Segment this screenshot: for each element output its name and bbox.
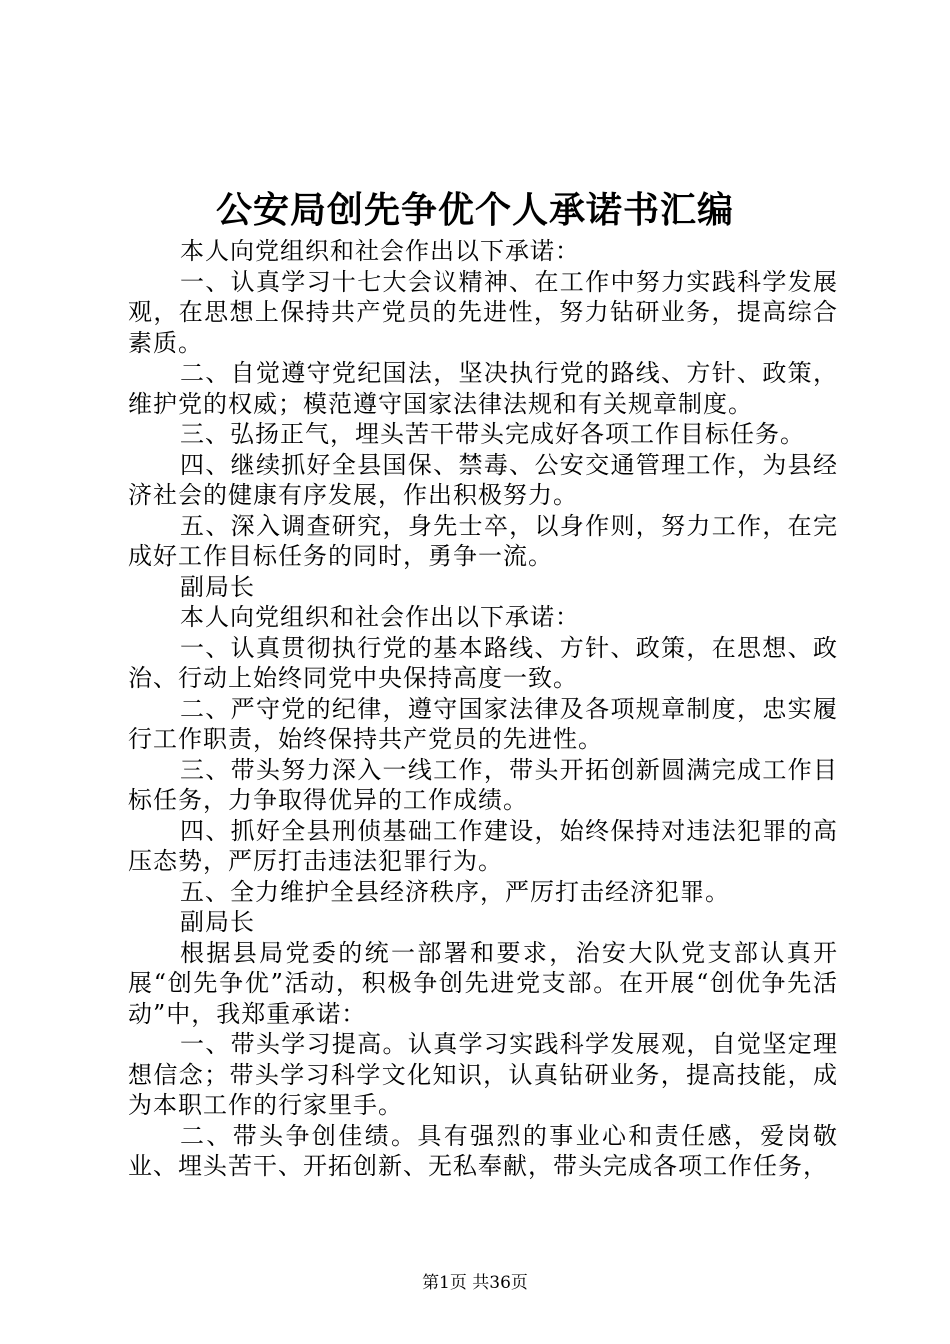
document-title: 公安局创先争优个人承诺书汇编 (215, 189, 734, 231)
paragraph: 四、抓好全县刑侦基础工作建设，始终保持对违法犯罪的高压态势，严厉打击违法犯罪行为。 (128, 816, 838, 875)
paragraph: 二、带头争创佳绩。具有强烈的事业心和责任感，爱岗敬业、埋头苦干、开拓创新、无私奉献，带头完成各项工作任务， (128, 1121, 838, 1180)
paragraph: 根据县局党委的统一部署和要求，治安大队党支部认真开展“创先争优”活动，积极争创先进党支部。在开展“创优争先活动”中，我郑重承诺： (128, 938, 838, 1028)
paragraph: 五、全力维护全县经济秩序，严厉打击经济犯罪。 (180, 877, 730, 906)
page-number-footer: 第1页 共36页 (422, 1273, 528, 1293)
paragraph: 本人向党组织和社会作出以下承诺： (180, 237, 580, 265)
paragraph: 一、认真学习十七大会议精神、在工作中努力实践科学发展观，在思想上保持共产党员的先进性，努力钻研业务，提高综合素质。 (128, 267, 838, 357)
paragraph: 本人向党组织和社会作出以下承诺： (180, 603, 580, 631)
paragraph: 一、带头学习提高。认真学习实践科学发展观，自觉坚定理想信念；带头学习科学文化知识，认真钻研业务，提高技能，成为本职工作的行家里手。 (128, 1030, 838, 1119)
paragraph: 三、弘扬正气，埋头苦干带头完成好各项工作目标任务。 (180, 420, 805, 448)
paragraph: 三、带头努力深入一线工作，带头开拓创新圆满完成工作目标任务，力争取得优异的工作成绩。 (128, 755, 838, 814)
signature-line: 副局长 (180, 908, 255, 936)
signature-line: 副局长 (180, 572, 255, 601)
document-body (128, 236, 838, 1182)
paragraph: 二、严守党的纪律，遵守国家法律及各项规章制度，忠实履行工作职责，始终保持共产党员的先进性。 (128, 694, 838, 753)
paragraph: 五、深入调查研究，身先士卒，以身作则，努力工作，在完成好工作目标任务的同时，勇争一流。 (128, 511, 838, 570)
paragraph: 二、自觉遵守党纪国法，坚决执行党的路线、方针、政策，维护党的权威；模范遵守国家法律法规和有关规章制度。 (128, 359, 838, 418)
paragraph: 四、继续抓好全县国保、禁毒、公安交通管理工作，为县经济社会的健康有序发展，作出积极努力。 (128, 450, 838, 509)
paragraph: 一、认真贯彻执行党的基本路线、方针、政策，在思想、政治、行动上始终同党中央保持高度一致。 (128, 633, 838, 692)
